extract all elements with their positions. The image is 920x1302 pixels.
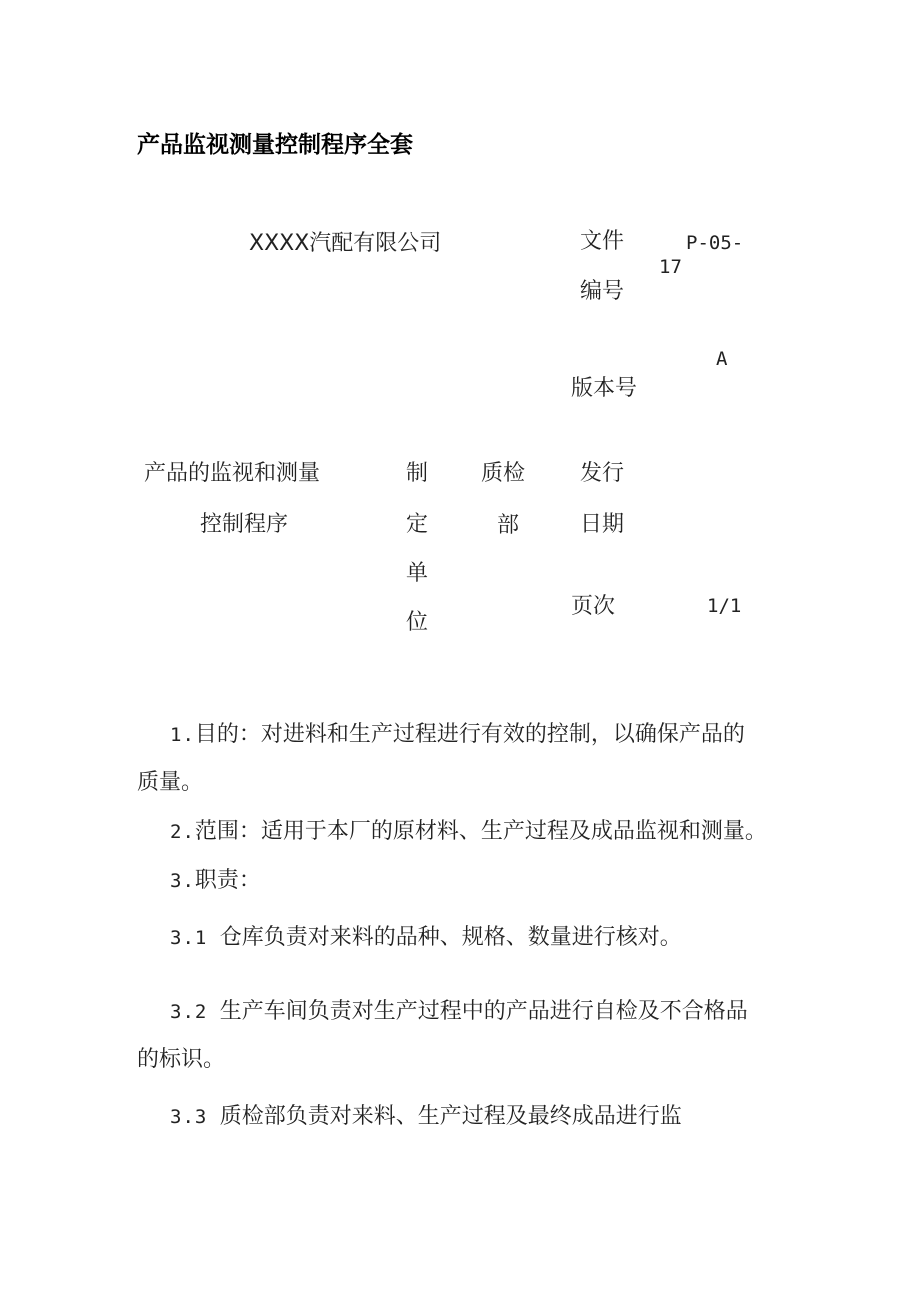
issue-date-label-line2: 日期 [580, 512, 625, 537]
paragraph-3-1 [170, 927, 682, 949]
maker-label-char1: 制 [406, 461, 429, 486]
maker-label-char4: 位 [406, 610, 429, 635]
paragraph-responsibility [170, 870, 261, 892]
page-label: 页次 [571, 594, 616, 619]
maker-label-char3: 单 [406, 561, 429, 586]
paragraph-purpose-cont: 质量。 [137, 770, 204, 795]
document-title: 产品监视测量控制程序全套 [137, 132, 413, 158]
paragraph-text: 范围：适用于本厂的原材料、生产过程及成品监视和测量。 [194, 819, 767, 844]
paragraph-number: 2. [170, 821, 195, 843]
version-value: A [716, 348, 728, 370]
paragraph-number: 3.3 [170, 1106, 220, 1128]
paragraph-3-2 [170, 1001, 748, 1023]
paragraph-text: 质检部负责对来料、生产过程及最终成品进行监 [219, 1104, 682, 1129]
maker-value-line1: 质检 [481, 461, 526, 486]
page-value: 1/1 [707, 595, 742, 617]
file-no-label-line2: 编号 [580, 279, 625, 304]
issue-date-label-line1: 发行 [580, 461, 625, 486]
paragraph-text: 目的：对进料和生产过程进行有效的控制，以确保产品的 [194, 722, 745, 747]
company-name: XXXX汽配有限公司 [249, 231, 442, 256]
paragraph-text: 职责： [194, 868, 261, 893]
paragraph-purpose [170, 724, 745, 746]
paragraph-3-2-cont: 的标识。 [137, 1047, 226, 1072]
paragraph-3-3 [170, 1106, 682, 1128]
paragraph-text: 生产车间负责对生产过程中的产品进行自检及不合格品 [219, 999, 748, 1024]
paragraph-number: 3. [170, 870, 195, 892]
procedure-name-line1: 产品的监视和测量 [144, 461, 321, 486]
procedure-name-line2: 控制程序 [200, 512, 289, 537]
version-label: 版本号 [571, 376, 638, 401]
paragraph-number: 3.1 [170, 927, 220, 949]
file-no-value-line1: P-05- [686, 232, 744, 254]
paragraph-number: 1. [170, 724, 195, 746]
file-no-value-line2: 17 [659, 256, 682, 278]
paragraph-number: 3.2 [170, 1001, 220, 1023]
maker-label-char2: 定 [406, 512, 429, 537]
file-no-label-line1: 文件 [580, 229, 625, 254]
paragraph-text: 仓库负责对来料的品种、规格、数量进行核对。 [219, 925, 682, 950]
maker-value-line2: 部 [497, 513, 520, 538]
paragraph-scope [170, 821, 767, 843]
